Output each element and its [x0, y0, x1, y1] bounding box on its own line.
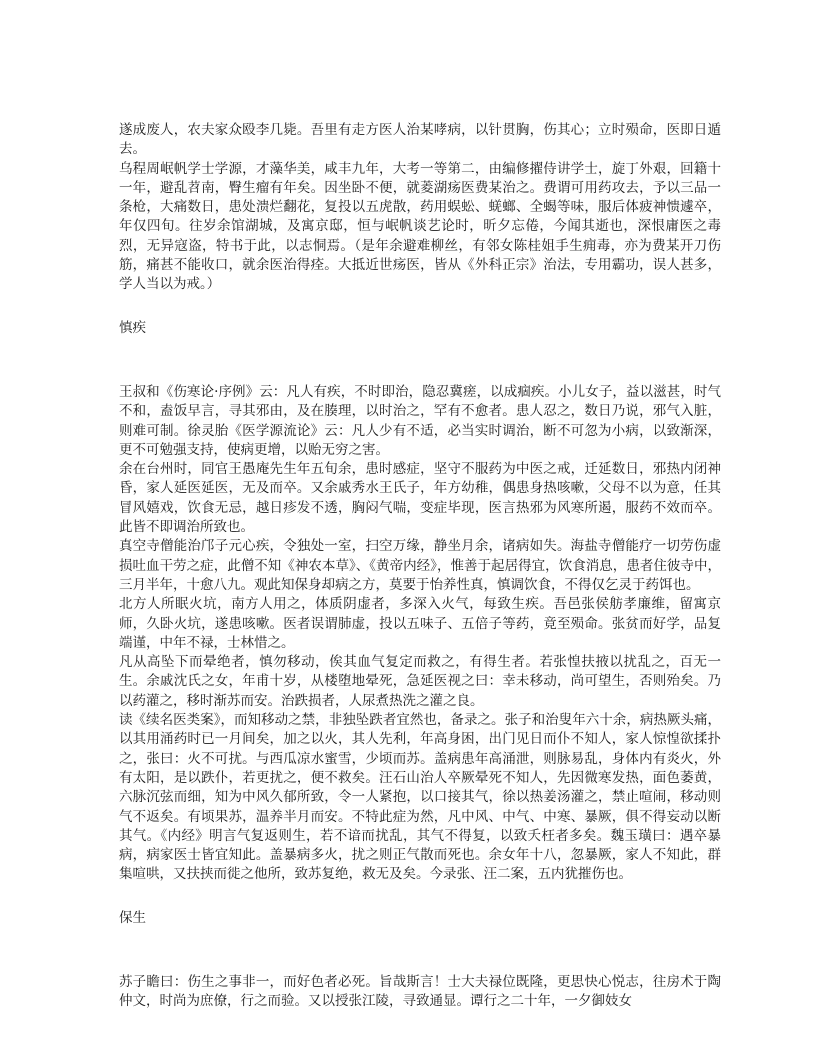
paragraph: 真空寺僧能治邝子元心疾，令独处一室，扫空万缘，静坐月余，诸病如失。海盐寺僧能疗一切劳伤虚损吐血干劳之症，此僧不知《神农本草》、《黄帝内经》，惟善于起居得宜，饮食消息，患者住彼寺中，三月半年，十愈八九。观此知保身却病之方，莫要于怡养性真，慎调饮食，不得仅乞灵于药饵也。 — [119, 538, 721, 593]
paragraph: 乌程周岷帆学士学源，才藻华美，咸丰九年，大考一等第二，由编修擢侍讲学士，旋丁外艰，回籍十一年，避乱苕南，臀生瘤有年矣。因坐卧不便，就菱湖疡医费某治之。费谓可用药攻去，予以三品一条枪，大痛数日，患处溃烂翻花，复投以五虎散，药用蜈蚣、蜣螂、全蝎等味，服后体疲神愦遽卒，年仅四旬。往岁余馆湖城，及寓京邸，恒与岷帆谈艺论时，昕夕忘倦，今闻其逝也，深恨庸医之毒烈，无异寇盗，特书于此，以志恫焉。（是年余避难柳丝，有邻女陈桂姐手生痈毒，亦为费某开刀伤筋，痛甚不能收口，就余医治得痊。大抵近世疡医，皆从《外科正宗》治法，专用霸功，误人甚多，学人当以为戒。） — [119, 160, 721, 293]
paragraph: 凡从高坠下而晕绝者，慎勿移动，俟其血气复定而救之，有得生者。若张惶扶掖以扰乱之，百无一生。余戚沈氏之女，年甫十岁，从楼堕地晕死，急延医视之曰：幸未移动，尚可望生，否则殆矣。乃以药灌之，移时渐苏而安。治跌损者，人尿煮热洗之灌之良。 — [119, 654, 721, 709]
section-heading-baosheng: 保生 — [119, 909, 146, 926]
paragraph: 苏子瞻曰：伤生之事非一，而好色者必死。旨哉斯言！士大夫禄位既隆，更思快心悦志，往房术于陶仲文，时尚为庶僚，行之而验。又以授张江陵，寻致通显。谭行之二十年，一夕御妓女 — [119, 973, 721, 1010]
paragraph: 遂成废人，农夫家众殴李几毙。吾里有走方医人治某哮病，以针贯胸，伤其心；立时殒命，医即日遁去。 — [119, 122, 721, 158]
paragraph: 读《续名医类案》，而知移动之禁，非独坠跌者宜然也，备录之。张子和治叟年六十余，病热厥头痛，以其用涌药时已一月间矣，加之以火，其人先利，年高身困，出门见日而仆不知人，家人惊惶欲揉扑之，张曰：火不可扰。与西瓜凉水蜜雪，少顷而苏。盖病患年高涌泄，则脉易乱，身体内有炎火，外有太阳，是以跌仆，若更扰之，便不救矣。汪石山治人卒厥晕死不知人，先因微寒发热，面色萎黄，六脉沉弦而细，知为中风久郁所致，令一人紧抱，以口接其气，徐以热姜汤灌之，禁止喧闹，移动则气不返矣。有顷果苏，温养半月而安。不特此症为然，凡中风、中气、中寒、暴厥，俱不得妄动以断其气。《内经》明言气复返则生，若不谙而扰乱，其气不得复，以致夭枉者多矣。魏玉璜曰：遇卒暴病，病家医士皆宜知此。盖暴病多火，扰之则正气散而死也。余女年十八，忽暴厥，家人不知此，群集喧哄，又扶挟而徙之他所，致苏复绝，救无及矣。今录张、汪二案，五内犹摧伤也。 — [119, 712, 721, 883]
paragraph: 余在台州时，同官王愚庵先生年五旬余，患时感症，坚守不服药为中医之戒，迁延数日，邪热内闭神昏，家人延医延医，无及而卒。又余戚秀水王氏子，年方幼稚，偶患身热咳嗽，父母不以为意，任其冒风嬉戏，饮食无忌，越日疹发不透，胸闷气喘，变症毕现，医言热邪为风寒所遏，服药不效而卒。此皆不即调治所致也。 — [119, 461, 721, 536]
section-heading-shenji: 慎疾 — [119, 319, 146, 336]
paragraph: 北方人所眠火坑，南方人用之，体质阴虚者，多深入火气，每致生疾。吾邑张侯舫孝廉维，留寓京师，久卧火坑，遂患咳嗽。医者误谓肺虚，投以五味子、五倍子等药，竟至殒命。张贫而好学，品复端谨，中年不禄，士林惜之。 — [119, 596, 721, 651]
paragraph: 王叔和《伤寒论·序例》云：凡人有疾，不时即治，隐忍冀瘥，以成痼疾。小儿女子，益以滋甚，时气不和，盍饭早言，寻其邪由，及在腠理，以时治之，罕有不愈者。患人忍之，数日乃说，邪气入脏，则难可制。徐灵胎《医学源流论》云：凡人少有不适，必当实时调治，断不可忽为小病，以致渐深，更不可勉强支持，使病更增，以贻无穷之害。 — [119, 383, 721, 458]
